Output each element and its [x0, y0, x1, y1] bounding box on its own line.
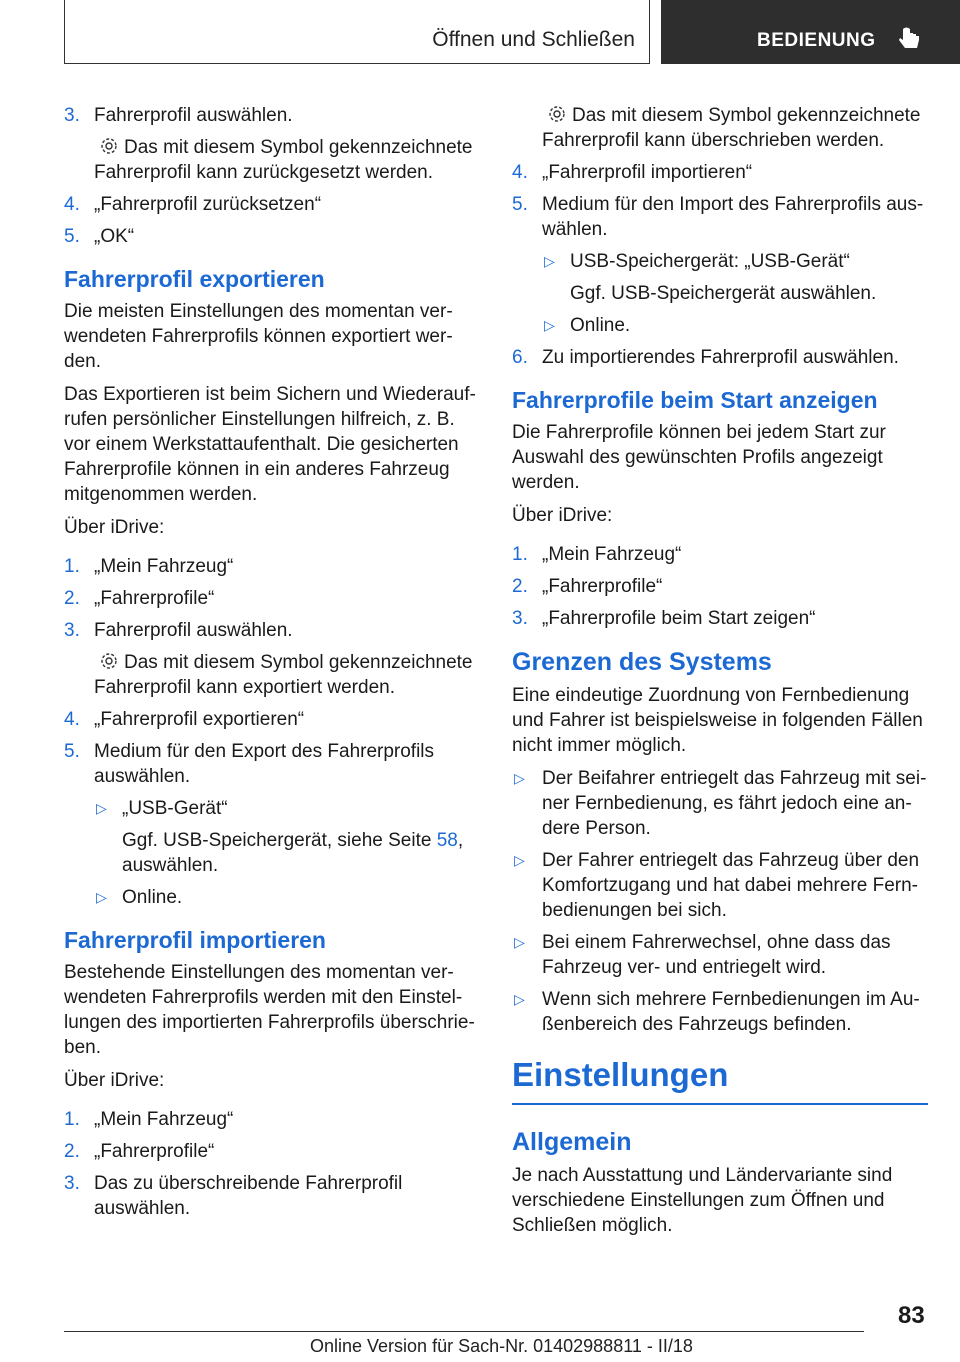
paragraph: Das Exportieren ist beim Sichern und Wiederaufrufen persönlicher Einstellungen hilfreich, z. B. vor einem Werkstattaufenthalt. Die gesicherten Fahrerprofile können in ein anderes Fahrzeug mitgenommen werden. — [64, 384, 476, 505]
list-item: 2. „Fahrerprofile“ — [512, 576, 663, 597]
list-item: 2. „Fahrerprofile“ — [64, 1141, 215, 1162]
bullet-item: ▷ Online. — [544, 315, 631, 336]
list-item: 5. Medium für den Export des Fahrerprofils auswählen. — [64, 741, 435, 787]
chapter-tab-label: BEDIENUNG — [757, 30, 876, 51]
gear-icon — [546, 103, 568, 125]
page-link[interactable]: 58 — [436, 830, 458, 851]
paragraph: Bestehende Einstellungen des momentan verwendeten Fahrerprofils werden mit den Einstellungen des importierten Fahrerprofils überschrieben. — [64, 962, 475, 1058]
paragraph: Über iDrive: — [64, 517, 165, 538]
triangle-bullet-icon: ▷ — [96, 800, 107, 816]
list-item: 4. „Fahrerprofil exportieren“ — [64, 709, 305, 730]
list-item: 1. „Mein Fahrzeug“ — [64, 1109, 234, 1130]
paragraph: Die Fahrerprofile können bei jedem Start zur Auswahl des gewünschten Profils angezeigt werden. — [512, 422, 886, 493]
paragraph: Je nach Ausstattung und Ländervariante sind verschiedene Einstellungen zum Öffnen und Schließen möglich. — [512, 1165, 893, 1236]
list-item: 3. Fahrerprofil auswählen. — [64, 620, 293, 641]
triangle-bullet-icon: ▷ — [544, 317, 555, 333]
list-item: 6. Zu importierendes Fahrerprofil auswählen. — [512, 347, 899, 368]
bullet-item: ▷ Der Beifahrer entriegelt das Fahrzeug mit seiner Fernbedienung, es fährt jedoch eine andere Person. — [514, 768, 927, 839]
bullet-item: ▷ Wenn sich mehrere Fernbedienungen im Außenbereich des Fahrzeugs befinden. — [514, 989, 920, 1035]
right-column — [512, 103, 928, 1246]
paragraph: Die meisten Einstellungen des momentan verwendeten Fahrerprofils können exportiert werden. — [64, 301, 453, 372]
paragraph: Über iDrive: — [512, 505, 613, 526]
bullet-subtext: Ggf. USB-Speichergerät auswählen. — [570, 283, 877, 304]
section-title: Öffnen und Schließen — [432, 28, 635, 51]
triangle-bullet-icon: ▷ — [514, 770, 525, 786]
hand-pointer-icon — [897, 26, 923, 57]
left-column — [64, 103, 476, 1228]
symbol-note: Das mit diesem Symbol gekennzeichnete Fahrerprofil kann exportiert werden. — [94, 652, 473, 698]
header-section-box — [64, 0, 650, 64]
list-item: 1. „Mein Fahrzeug“ — [512, 544, 682, 565]
page-number: 83 — [898, 1302, 925, 1329]
bullet-item: ▷ Bei einem Fahrerwechsel, ohne dass das Fahrzeug ver- und entriegelt wird. — [514, 932, 891, 978]
list-item: 1. „Mein Fahrzeug“ — [64, 556, 234, 577]
symbol-note: Das mit diesem Symbol gekennzeichnete Fahrerprofil kann zurückgesetzt werden. — [94, 137, 473, 183]
paragraph: Eine eindeutige Zuordnung von Fernbedienung und Fahrer ist beispielsweise in folgenden Fällen nicht immer möglich. — [512, 685, 923, 756]
list-item: 3. Fahrerprofil auswählen. — [64, 105, 293, 126]
gear-icon — [98, 650, 120, 672]
list-item: 4. „Fahrerprofil zurücksetzen“ — [64, 194, 322, 215]
heading-start: Fahrerprofile beim Start anzeigen — [512, 387, 878, 413]
chapter-tab[interactable] — [661, 0, 960, 64]
list-item: 5. „OK“ — [64, 226, 135, 247]
list-item: 3. „Fahrerprofile beim Start zeigen“ — [512, 608, 816, 629]
list-item: 3. Das zu überschreibende Fahrerprofil auswählen. — [64, 1173, 403, 1219]
heading-import: Fahrerprofil importieren — [64, 927, 326, 953]
list-item: 4. „Fahrerprofil importieren“ — [512, 162, 753, 183]
footer-online-version: Online Version für Sach-Nr. 01402988811 - II/18 — [310, 1336, 693, 1356]
list-item: 2. „Fahrerprofile“ — [64, 588, 215, 609]
heading-export: Fahrerprofil exportieren — [64, 266, 325, 292]
bullet-item: ▷ Online. — [96, 887, 183, 908]
triangle-bullet-icon: ▷ — [514, 934, 525, 950]
triangle-bullet-icon: ▷ — [96, 889, 107, 905]
bullet-item: ▷ USB-Speichergerät: „USB-Gerät“ — [544, 251, 850, 272]
bullet-item: ▷ „USB-Gerät“ — [96, 798, 228, 819]
triangle-bullet-icon: ▷ — [514, 991, 525, 1007]
triangle-bullet-icon: ▷ — [544, 253, 555, 269]
bullet-item: ▷ Der Fahrer entriegelt das Fahrzeug über den Komfortzugang und hat dabei mehrere Fernbedienungen bei sich. — [514, 850, 920, 921]
gear-icon — [98, 135, 120, 157]
bullet-subtext: Ggf. USB-Speichergerät, siehe Seite 58, auswählen. — [122, 830, 464, 876]
heading-settings: Einstellungen — [512, 1055, 928, 1105]
heading-general: Allgemein — [512, 1128, 632, 1156]
list-item: 5. Medium für den Import des Fahrerprofils auswählen. — [512, 194, 924, 240]
symbol-note: Das mit diesem Symbol gekennzeichnete Fahrerprofil kann überschrieben werden. — [542, 105, 921, 151]
triangle-bullet-icon: ▷ — [514, 852, 525, 868]
heading-limits: Grenzen des Systems — [512, 648, 772, 676]
paragraph: Über iDrive: — [64, 1070, 165, 1091]
footer-divider — [64, 1331, 864, 1332]
